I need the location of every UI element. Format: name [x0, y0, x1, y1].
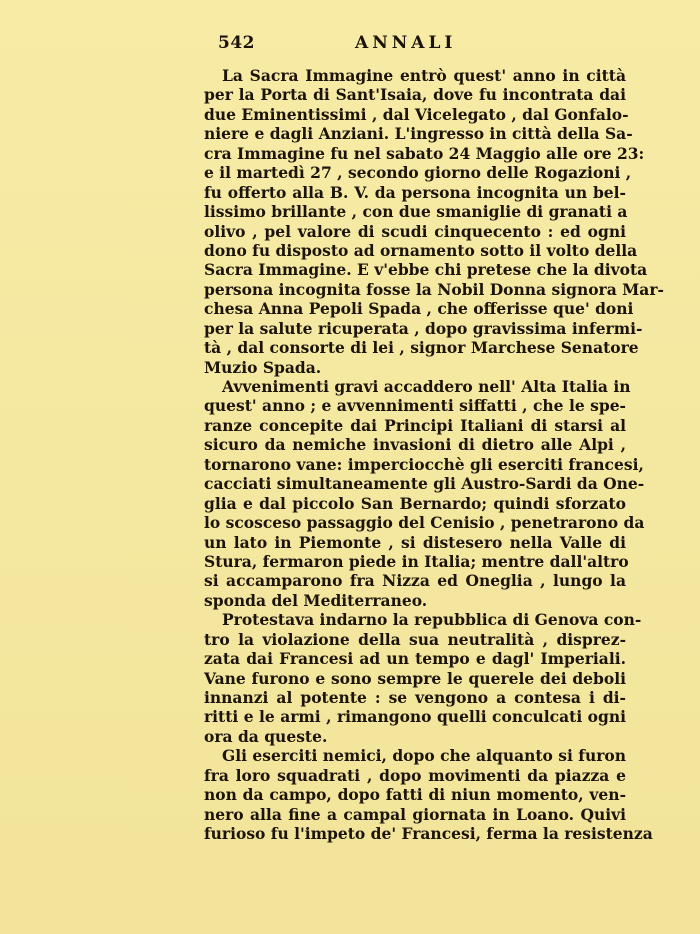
text-line: zata dai Francesi ad un tempo e dagl' Imperiali.	[204, 649, 626, 669]
text-line: fra loro squadrati , dopo movimenti da piazza e	[204, 765, 626, 785]
text-line: lissimo brillante , con due smaniglie di granati a	[204, 202, 628, 222]
text-line: dono fu disposto ad ornamento sotto il volto della	[204, 240, 638, 260]
text-line: cra Immagine fu nel sabato 24 Maggio alle ore 23:	[204, 143, 645, 163]
text-line: non da campo, dopo fatti di niun momento, ven-	[204, 785, 626, 805]
text-line: fu offerto alla B. V. da persona incognita un bel-	[204, 182, 626, 202]
text-line: Stura, fermaron piede in Italia; mentre dall'altro	[204, 551, 629, 571]
text-line: Protestava indarno la repubblica di Genova con-	[222, 610, 642, 630]
text-line: e il martedì 27 , secondo giorno delle Rogazioni ,	[204, 163, 632, 183]
text-line: tornarono vane: imperciocchè gli eserciti francesi,	[204, 454, 644, 474]
text-line: cacciati simultaneamente gli Austro-Sardi da One-	[204, 474, 645, 494]
text-line: niere e dagli Anziani. L'ingresso in città della Sa-	[204, 124, 633, 144]
text-line: sponda del Mediterraneo.	[204, 590, 428, 610]
running-head: ANNALI	[355, 33, 457, 53]
text-line: furioso fu l'impeto de' Francesi, ferma la resistenza	[204, 824, 653, 844]
text-line: per la Porta di Sant'Isaia, dove fu incontrata dai	[204, 85, 626, 105]
text-line: Avvenimenti gravi accaddero nell' Alta Italia in	[222, 377, 631, 396]
text-line: Gli eserciti nemici, dopo che alquanto si furon	[222, 746, 627, 766]
text-line: glia e dal piccolo San Bernardo; quindi sforzato	[204, 493, 626, 513]
text-line: Muzio Spada.	[204, 357, 322, 377]
text-line: tà , dal consorte di lei , signor Marchese Senatore	[204, 338, 639, 358]
text-line: persona incognita fosse la Nobil Donna signora Mar-	[204, 279, 664, 299]
text-line: si accamparono fra Nizza ed Oneglia , lungo la	[204, 571, 626, 591]
text-line: per la salute ricuperata , dopo gravissima infermi-	[204, 318, 643, 338]
text-line: sicuro da nemiche invasioni di dietro alle Alpi ,	[204, 435, 626, 455]
text-line: un lato in Piemonte , si distesero nella Valle di	[204, 532, 626, 552]
text-line: due Eminentissimi , dal Vicelegato , dal Gonfalo-	[204, 104, 629, 124]
body-text	[204, 66, 664, 844]
text-line: nero alla fine a campal giornata in Loano. Quivi	[204, 804, 626, 824]
text-line: tro la violazione della sua neutralità , disprez-	[204, 629, 626, 649]
text-line: innanzi al potente : se vengono a contesa i di-	[204, 688, 626, 707]
text-line: Sacra Immagine. E v'ebbe chi pretese che la divota	[204, 260, 648, 280]
text-line: quest' anno ; e avvennimenti siffatti , che le spe-	[204, 396, 626, 416]
text-line: olivo , pel valore di scudi cinquecento : ed ogni	[204, 221, 626, 241]
text-line: lo scosceso passaggio del Cenisio , penetrarono da	[204, 513, 645, 533]
page-number: 542	[218, 33, 255, 53]
text-line: Vane furono e sono sempre le querele dei deboli	[204, 668, 626, 688]
text-line: La Sacra Immagine entrò quest' anno in città	[222, 66, 626, 85]
page-header	[200, 33, 500, 57]
text-line: ora da queste.	[204, 726, 328, 746]
text-line: chesa Anna Pepoli Spada , che offerisse que' doni	[204, 299, 634, 319]
text-line: ritti e le armi , rimangono quelli conculcati ogni	[204, 707, 626, 727]
text-line: ranze concepite dai Principi Italiani di starsi al	[204, 415, 626, 435]
